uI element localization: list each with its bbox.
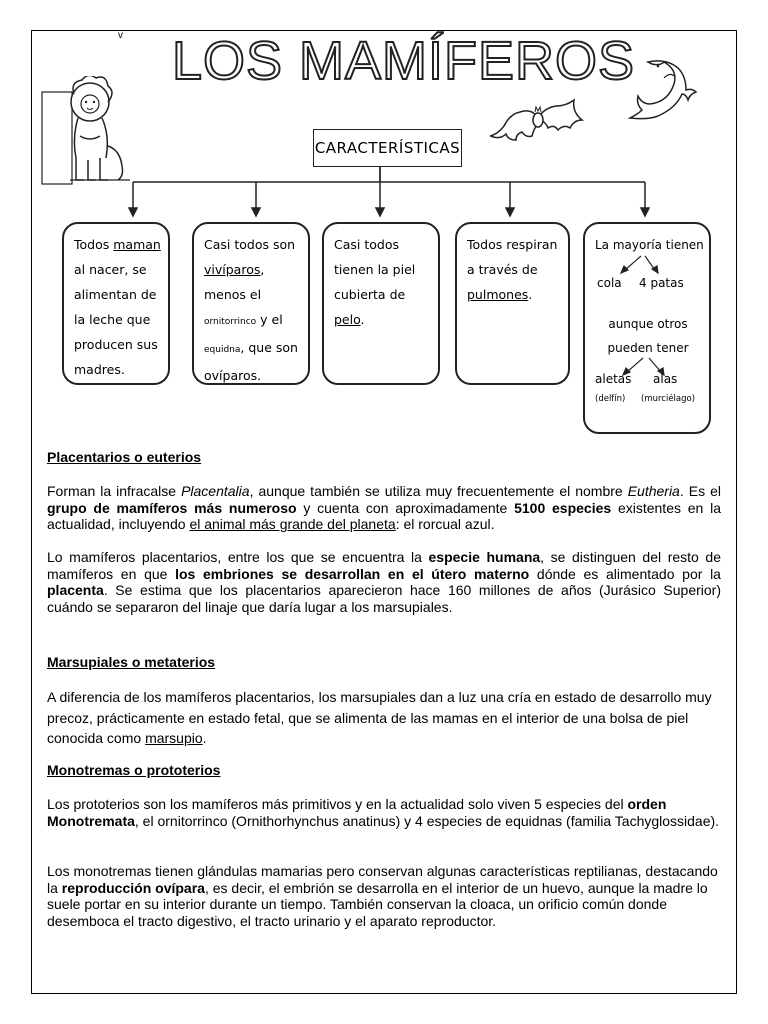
card5-intro: La mayoría tienen xyxy=(595,238,704,252)
paragraph-placentarios-1: Forman la infracalse Placentalia, aunque también se utiliza muy frecuentemente el nombre Eutheria. Es el grupo de mamíferos más numeroso y cuenta con aproximadamente 5100 especies existentes en la actualidad, incluyendo el animal más grande del planeta: el rorcual azul. xyxy=(47,483,721,532)
heading-placentarios: Placentarios o euterios xyxy=(47,449,202,465)
card5-cola: cola xyxy=(597,276,622,290)
paragraph-monotremas-2: Los monotremas tienen glándulas mamarias pero conservan algunas características reptilianas, destacando la reproducción ovípara, es decir, el embrión se desarrolla en el interior de un huevo, aunque la madre lo suele portar en su interior durante un tiempo. También conservan la cloaca, un orificio común donde desemboca el tracto digestivo, el tracto urinario y el aparato reproductor. xyxy=(47,863,718,929)
heading-monotremas: Monotremas o prototerios xyxy=(47,762,221,778)
card-pulmones: Todos respiran a través de pulmones. xyxy=(455,222,570,385)
paragraph-placentarios-2: Lo mamíferos placentarios, entre los que se encuentra la especie humana, se distinguen del resto de mamíferos en que los embriones se desarrollan en el útero materno dónde es alimentado por la placenta. Se estima que los placentarios aparecieron hace 160 millones de años (Jurásico Superior) cuándo se separaron del linaje que daría lugar a los marsupiales. xyxy=(47,549,721,615)
card5-patas: 4 patas xyxy=(639,276,684,290)
card5-alas: alas xyxy=(653,372,678,386)
paragraph-marsupiales: A diferencia de los mamíferos placentarios, los marsupiales dan a luz una cría en estado de desarrollo muy precoz, prácticamente en estado fetal, que se alimenta de las mamas en el interior de una bolsa de piel conocida como marsupio. xyxy=(47,689,712,746)
card-extremidades xyxy=(583,222,711,434)
diagram-connectors xyxy=(0,0,768,230)
characteristics-header: CARACTERÍSTICAS xyxy=(313,129,462,167)
card-maman: Todos maman al nacer, se alimentan de la leche que producen sus madres. xyxy=(62,222,170,385)
card5-murcielago: (murciélago) xyxy=(641,394,696,404)
page-title: LOS MAMÍFEROS xyxy=(172,31,636,91)
paragraph-monotremas-1: Los prototerios son los mamíferos más primitivos y en la actualidad solo viven 5 especies del orden Monotremata, el ornitorrinco (Ornithorhynchus anatinus) y 4 especies de equidnas (familia Tachyglossidae). xyxy=(47,796,720,829)
card5-aletas: aletas xyxy=(595,372,632,386)
card5-arrows-top xyxy=(613,254,673,276)
corner-mark: v xyxy=(118,30,123,41)
card5-mid: aunque otros pueden tener xyxy=(607,317,689,355)
card5-delfin: (delfín) xyxy=(595,394,626,404)
heading-marsupiales: Marsupiales o metaterios xyxy=(47,654,216,670)
card-viviparos: Casi todos son vivíparos, menos el ornitorrinco y el equidna, que son ovíparos. xyxy=(192,222,310,385)
card-pelo: Casi todos tienen la piel cubierta de pelo. xyxy=(322,222,440,385)
